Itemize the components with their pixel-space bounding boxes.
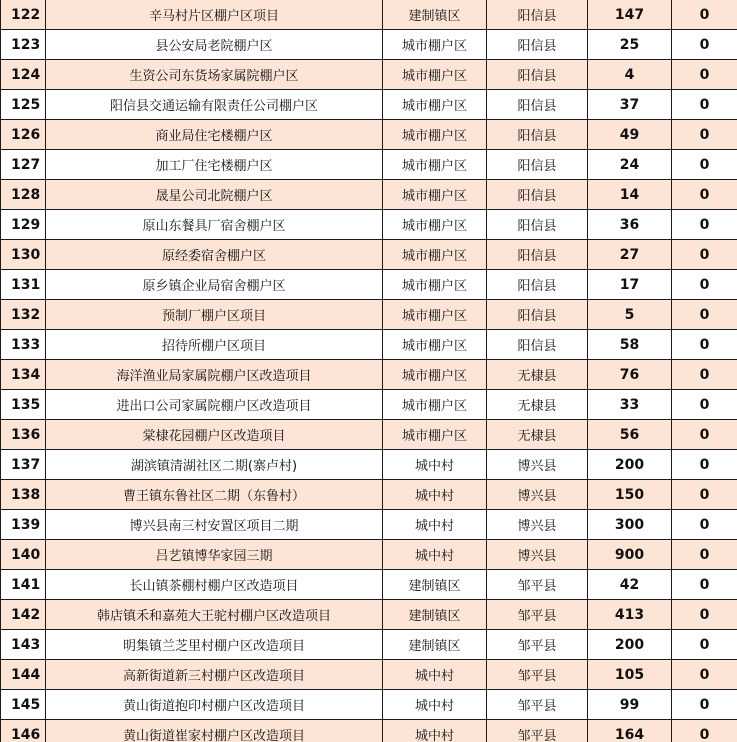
cell-serial-number: 123 xyxy=(1,30,46,60)
cell-project-type: 城中村 xyxy=(383,540,487,570)
cell-completed-count: 0 xyxy=(672,330,737,360)
cell-completed-count: 0 xyxy=(672,390,737,420)
cell-project-name: 辛马村片区棚户区项目 xyxy=(46,0,383,30)
cell-project-type: 城市棚户区 xyxy=(383,120,487,150)
cell-project-name: 湖滨镇清湖社区二期(寨卢村) xyxy=(46,450,383,480)
cell-project-type: 城市棚户区 xyxy=(383,60,487,90)
cell-completed-count: 0 xyxy=(672,180,737,210)
cell-project-name: 吕艺镇博华家园三期 xyxy=(46,540,383,570)
cell-serial-number: 145 xyxy=(1,690,46,720)
table-row xyxy=(1,420,737,450)
table-row xyxy=(1,360,737,390)
cell-completed-count: 0 xyxy=(672,510,737,540)
table-row xyxy=(1,690,737,720)
table-row xyxy=(1,570,737,600)
cell-completed-count: 0 xyxy=(672,300,737,330)
cell-project-name: 原经委宿舍棚户区 xyxy=(46,240,383,270)
cell-completed-count: 0 xyxy=(672,210,737,240)
cell-completed-count: 0 xyxy=(672,450,737,480)
cell-household-count: 27 xyxy=(588,240,672,270)
cell-completed-count: 0 xyxy=(672,720,737,742)
cell-serial-number: 136 xyxy=(1,420,46,450)
table-row xyxy=(1,630,737,660)
cell-county: 无棣县 xyxy=(487,420,588,450)
cell-county: 阳信县 xyxy=(487,120,588,150)
cell-project-name: 棠棣花园棚户区改造项目 xyxy=(46,420,383,450)
cell-completed-count: 0 xyxy=(672,120,737,150)
cell-household-count: 37 xyxy=(588,90,672,120)
cell-county: 阳信县 xyxy=(487,270,588,300)
cell-project-name: 黄山街道崔家村棚户区改造项目 xyxy=(46,720,383,742)
table-row xyxy=(1,30,737,60)
cell-serial-number: 132 xyxy=(1,300,46,330)
table-row xyxy=(1,270,737,300)
cell-serial-number: 122 xyxy=(1,0,46,30)
cell-project-name: 原乡镇企业局宿舍棚户区 xyxy=(46,270,383,300)
cell-project-type: 城市棚户区 xyxy=(383,150,487,180)
cell-serial-number: 138 xyxy=(1,480,46,510)
cell-project-type: 城中村 xyxy=(383,480,487,510)
cell-serial-number: 126 xyxy=(1,120,46,150)
cell-completed-count: 0 xyxy=(672,690,737,720)
cell-completed-count: 0 xyxy=(672,60,737,90)
cell-completed-count: 0 xyxy=(672,150,737,180)
cell-household-count: 200 xyxy=(588,630,672,660)
cell-project-type: 建制镇区 xyxy=(383,630,487,660)
cell-completed-count: 0 xyxy=(672,30,737,60)
cell-project-type: 建制镇区 xyxy=(383,0,487,30)
cell-county: 邹平县 xyxy=(487,570,588,600)
table-row xyxy=(1,180,737,210)
cell-project-type: 城市棚户区 xyxy=(383,300,487,330)
cell-household-count: 17 xyxy=(588,270,672,300)
table-row xyxy=(1,120,737,150)
cell-completed-count: 0 xyxy=(672,600,737,630)
cell-serial-number: 127 xyxy=(1,150,46,180)
cell-serial-number: 135 xyxy=(1,390,46,420)
cell-project-name: 生资公司东货场家属院棚户区 xyxy=(46,60,383,90)
table-row xyxy=(1,540,737,570)
cell-household-count: 58 xyxy=(588,330,672,360)
cell-county: 阳信县 xyxy=(487,240,588,270)
cell-project-name: 阳信县交通运输有限责任公司棚户区 xyxy=(46,90,383,120)
cell-project-type: 城市棚户区 xyxy=(383,420,487,450)
cell-household-count: 413 xyxy=(588,600,672,630)
cell-household-count: 49 xyxy=(588,120,672,150)
cell-serial-number: 128 xyxy=(1,180,46,210)
table-row xyxy=(1,300,737,330)
cell-household-count: 4 xyxy=(588,60,672,90)
table-row xyxy=(1,330,737,360)
cell-county: 阳信县 xyxy=(487,210,588,240)
cell-completed-count: 0 xyxy=(672,90,737,120)
cell-serial-number: 134 xyxy=(1,360,46,390)
table-row xyxy=(1,240,737,270)
cell-project-name: 长山镇茶棚村棚户区改造项目 xyxy=(46,570,383,600)
cell-completed-count: 0 xyxy=(672,420,737,450)
cell-county: 阳信县 xyxy=(487,300,588,330)
cell-project-name: 高新街道新三村棚户区改造项目 xyxy=(46,660,383,690)
cell-county: 邹平县 xyxy=(487,660,588,690)
cell-county: 邹平县 xyxy=(487,690,588,720)
table-row xyxy=(1,480,737,510)
cell-serial-number: 129 xyxy=(1,210,46,240)
cell-county: 无棣县 xyxy=(487,390,588,420)
table-row xyxy=(1,510,737,540)
cell-completed-count: 0 xyxy=(672,240,737,270)
cell-project-type: 城中村 xyxy=(383,690,487,720)
cell-project-name: 预制厂棚户区项目 xyxy=(46,300,383,330)
cell-project-name: 晟星公司北院棚户区 xyxy=(46,180,383,210)
cell-household-count: 36 xyxy=(588,210,672,240)
cell-serial-number: 124 xyxy=(1,60,46,90)
table-row xyxy=(1,150,737,180)
cell-completed-count: 0 xyxy=(672,570,737,600)
cell-project-type: 建制镇区 xyxy=(383,600,487,630)
cell-project-type: 城市棚户区 xyxy=(383,360,487,390)
cell-county: 阳信县 xyxy=(487,0,588,30)
cell-serial-number: 139 xyxy=(1,510,46,540)
cell-household-count: 56 xyxy=(588,420,672,450)
cell-project-name: 加工厂住宅楼棚户区 xyxy=(46,150,383,180)
cell-household-count: 33 xyxy=(588,390,672,420)
table-row xyxy=(1,90,737,120)
cell-project-name: 进出口公司家属院棚户区改造项目 xyxy=(46,390,383,420)
cell-household-count: 150 xyxy=(588,480,672,510)
cell-serial-number: 146 xyxy=(1,720,46,742)
cell-county: 阳信县 xyxy=(487,60,588,90)
cell-household-count: 200 xyxy=(588,450,672,480)
cell-county: 阳信县 xyxy=(487,30,588,60)
cell-county: 博兴县 xyxy=(487,450,588,480)
cell-county: 邹平县 xyxy=(487,600,588,630)
cell-household-count: 105 xyxy=(588,660,672,690)
table-row xyxy=(1,600,737,630)
cell-completed-count: 0 xyxy=(672,480,737,510)
cell-project-name: 招待所棚户区项目 xyxy=(46,330,383,360)
cell-project-name: 商业局住宅楼棚户区 xyxy=(46,120,383,150)
table-row xyxy=(1,450,737,480)
table-row xyxy=(1,60,737,90)
cell-project-name: 县公安局老院棚户区 xyxy=(46,30,383,60)
cell-household-count: 300 xyxy=(588,510,672,540)
table-body xyxy=(1,0,737,742)
cell-county: 邹平县 xyxy=(487,630,588,660)
cell-serial-number: 141 xyxy=(1,570,46,600)
cell-completed-count: 0 xyxy=(672,270,737,300)
cell-serial-number: 144 xyxy=(1,660,46,690)
cell-county: 博兴县 xyxy=(487,510,588,540)
cell-household-count: 42 xyxy=(588,570,672,600)
table-row xyxy=(1,660,737,690)
cell-completed-count: 0 xyxy=(672,360,737,390)
cell-serial-number: 130 xyxy=(1,240,46,270)
cell-household-count: 24 xyxy=(588,150,672,180)
cell-project-type: 城市棚户区 xyxy=(383,30,487,60)
cell-completed-count: 0 xyxy=(672,540,737,570)
cell-serial-number: 137 xyxy=(1,450,46,480)
cell-county: 博兴县 xyxy=(487,540,588,570)
cell-county: 邹平县 xyxy=(487,720,588,742)
cell-household-count: 147 xyxy=(588,0,672,30)
cell-project-type: 城中村 xyxy=(383,510,487,540)
cell-completed-count: 0 xyxy=(672,660,737,690)
cell-project-name: 海洋渔业局家属院棚户区改造项目 xyxy=(46,360,383,390)
cell-serial-number: 125 xyxy=(1,90,46,120)
cell-project-type: 城市棚户区 xyxy=(383,240,487,270)
cell-household-count: 900 xyxy=(588,540,672,570)
cell-project-name: 博兴县南三村安置区项目二期 xyxy=(46,510,383,540)
cell-county: 无棣县 xyxy=(487,360,588,390)
table-row xyxy=(1,0,737,30)
cell-serial-number: 142 xyxy=(1,600,46,630)
cell-project-type: 城市棚户区 xyxy=(383,180,487,210)
cell-project-type: 城市棚户区 xyxy=(383,330,487,360)
cell-project-type: 城市棚户区 xyxy=(383,390,487,420)
cell-project-type: 城市棚户区 xyxy=(383,90,487,120)
cell-project-type: 城中村 xyxy=(383,660,487,690)
cell-serial-number: 131 xyxy=(1,270,46,300)
cell-project-type: 城市棚户区 xyxy=(383,210,487,240)
cell-project-type: 城中村 xyxy=(383,720,487,742)
cell-county: 阳信县 xyxy=(487,90,588,120)
cell-household-count: 164 xyxy=(588,720,672,742)
cell-household-count: 14 xyxy=(588,180,672,210)
cell-county: 阳信县 xyxy=(487,330,588,360)
cell-project-name: 原山东餐具厂宿舍棚户区 xyxy=(46,210,383,240)
cell-project-name: 韩店镇禾和嘉苑大王驼村棚户区改造项目 xyxy=(46,600,383,630)
cell-project-type: 建制镇区 xyxy=(383,570,487,600)
cell-project-type: 城中村 xyxy=(383,450,487,480)
cell-project-name: 黄山街道抱印村棚户区改造项目 xyxy=(46,690,383,720)
cell-household-count: 99 xyxy=(588,690,672,720)
table-row xyxy=(1,720,737,742)
cell-county: 博兴县 xyxy=(487,480,588,510)
cell-completed-count: 0 xyxy=(672,630,737,660)
cell-completed-count: 0 xyxy=(672,0,737,30)
cell-household-count: 5 xyxy=(588,300,672,330)
cell-county: 阳信县 xyxy=(487,180,588,210)
cell-serial-number: 143 xyxy=(1,630,46,660)
table-row xyxy=(1,390,737,420)
cell-household-count: 25 xyxy=(588,30,672,60)
cell-project-type: 城市棚户区 xyxy=(383,270,487,300)
cell-household-count: 76 xyxy=(588,360,672,390)
cell-county: 阳信县 xyxy=(487,150,588,180)
cell-project-name: 曹王镇东鲁社区二期（东鲁村） xyxy=(46,480,383,510)
cell-serial-number: 133 xyxy=(1,330,46,360)
table-row xyxy=(1,210,737,240)
cell-project-name: 明集镇兰芝里村棚户区改造项目 xyxy=(46,630,383,660)
cell-serial-number: 140 xyxy=(1,540,46,570)
